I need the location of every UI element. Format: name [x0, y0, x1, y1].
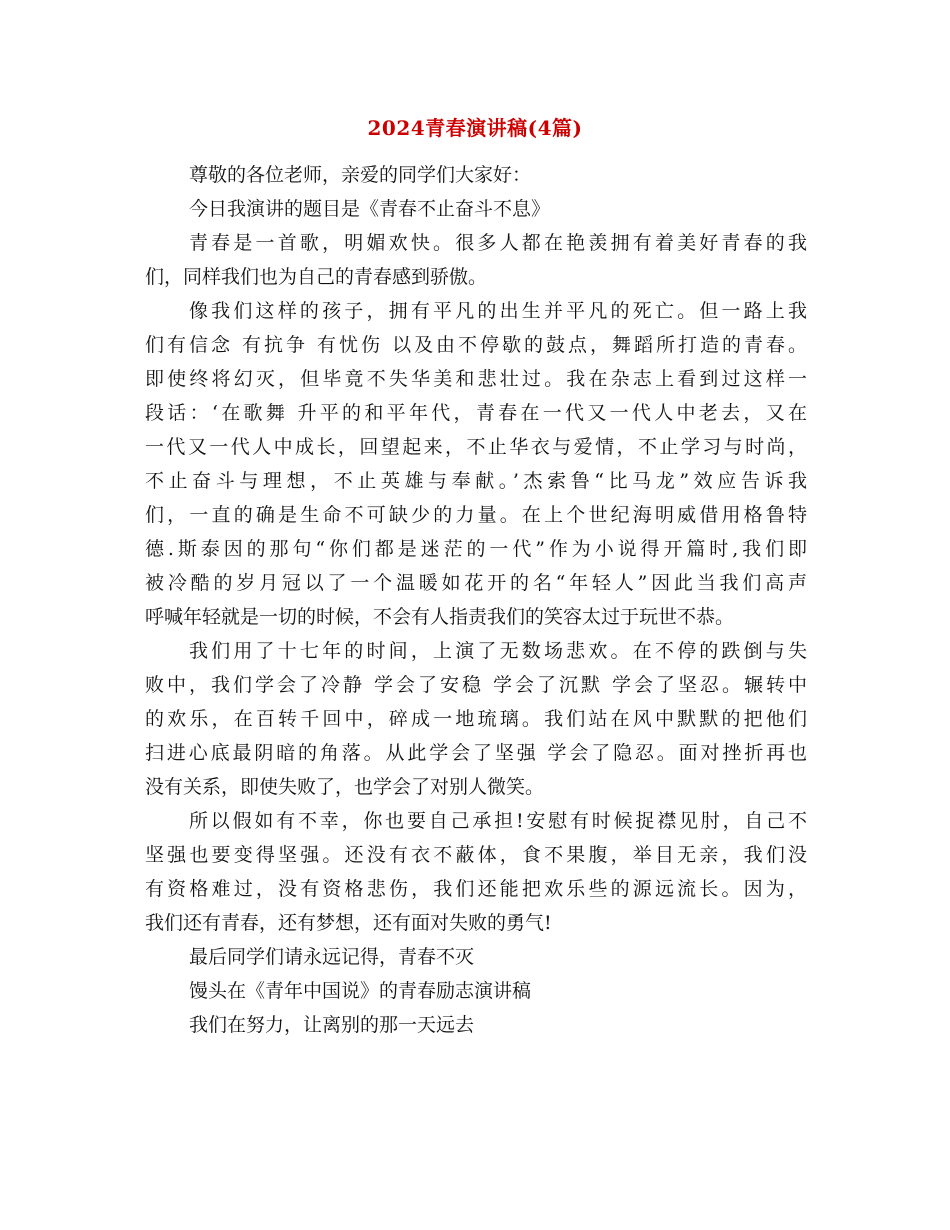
- body-text-line: 最后同学们请永远记得，青春不灭: [189, 946, 475, 968]
- body-text-line: 没有关系，即使失败了，也学会了对别人微笑。: [145, 776, 545, 798]
- body-text-line: 所以假如有不幸，你也要自己承担!安慰有时候捉襟见肘，自己不: [189, 810, 807, 832]
- body-text-line: 一代又一代人中成长，回望起来，不止华衣与爱情，不止学习与时尚，: [145, 436, 807, 458]
- body-text-line: 德.斯泰因的那句“你们都是迷茫的一代”作为小说得开篇时,我们即: [145, 538, 807, 560]
- body-text-line: 被冷酷的岁月冠以了一个温暖如花开的名“年轻人”因此当我们高声: [145, 572, 807, 594]
- body-text-line: 不止奋斗与理想，不止英雄与奉献。’杰索鲁“比马龙”效应告诉我: [145, 470, 807, 492]
- body-text-line: 有资格难过，没有资格悲伤，我们还能把欢乐些的源远流长。因为，: [145, 878, 807, 900]
- body-text-line: 我们在努力，让离别的那一天远去: [189, 1014, 475, 1036]
- body-text-line: 败中，我们学会了冷静 学会了安稳 学会了沉默 学会了坚忍。辗转中: [145, 674, 807, 696]
- body-text-line: 今日我演讲的题目是《青春不止奋斗不息》: [189, 198, 551, 220]
- body-text-line: 段话：‘在歌舞 升平的和平年代，青春在一代又一代人中老去，又在: [145, 402, 807, 424]
- body-text-line: 的欢乐，在百转千回中，碎成一地琉璃。我们站在风中默默的把他们: [145, 708, 807, 730]
- body-text-line: 呼喊年轻就是一切的时候，不会有人指责我们的笑容太过于玩世不恭。: [145, 606, 735, 628]
- document-title: 2024青春演讲稿(4篇): [367, 116, 583, 140]
- body-text-line: 我们还有青春，还有梦想，还有面对失败的勇气!: [145, 912, 552, 934]
- body-text-line: 即使终将幻灭，但毕竟不失华美和悲壮过。我在杂志上看到过这样一: [145, 368, 807, 390]
- body-text-line: 们，同样我们也为自己的青春感到骄傲。: [145, 266, 488, 288]
- body-text-line: 青春是一首歌，明媚欢快。很多人都在艳羡拥有着美好青春的我: [189, 232, 807, 254]
- document-body: [145, 158, 807, 1042]
- body-text-line: 坚强也要变得坚强。还没有衣不蔽体，食不果腹，举目无亲，我们没: [145, 844, 807, 866]
- body-text-line: 像我们这样的孩子，拥有平凡的出生并平凡的死亡。但一路上我: [189, 300, 807, 322]
- body-text-line: 尊敬的各位老师，亲爱的同学们大家好：: [189, 164, 532, 186]
- body-text-line: 扫进心底最阴暗的角落。从此学会了坚强 学会了隐忍。面对挫折再也: [145, 742, 807, 764]
- body-text-line: 们，一直的确是生命不可缺少的力量。在上个世纪海明威借用格鲁特: [145, 504, 807, 526]
- body-text-line: 我们用了十七年的时间，上演了无数场悲欢。在不停的跌倒与失: [189, 640, 807, 662]
- body-text-line: 馒头在《青年中国说》的青春励志演讲稿: [189, 980, 532, 1002]
- body-text-line: 们有信念 有抗争 有忧伤 以及由不停歇的鼓点，舞蹈所打造的青春。: [145, 334, 807, 356]
